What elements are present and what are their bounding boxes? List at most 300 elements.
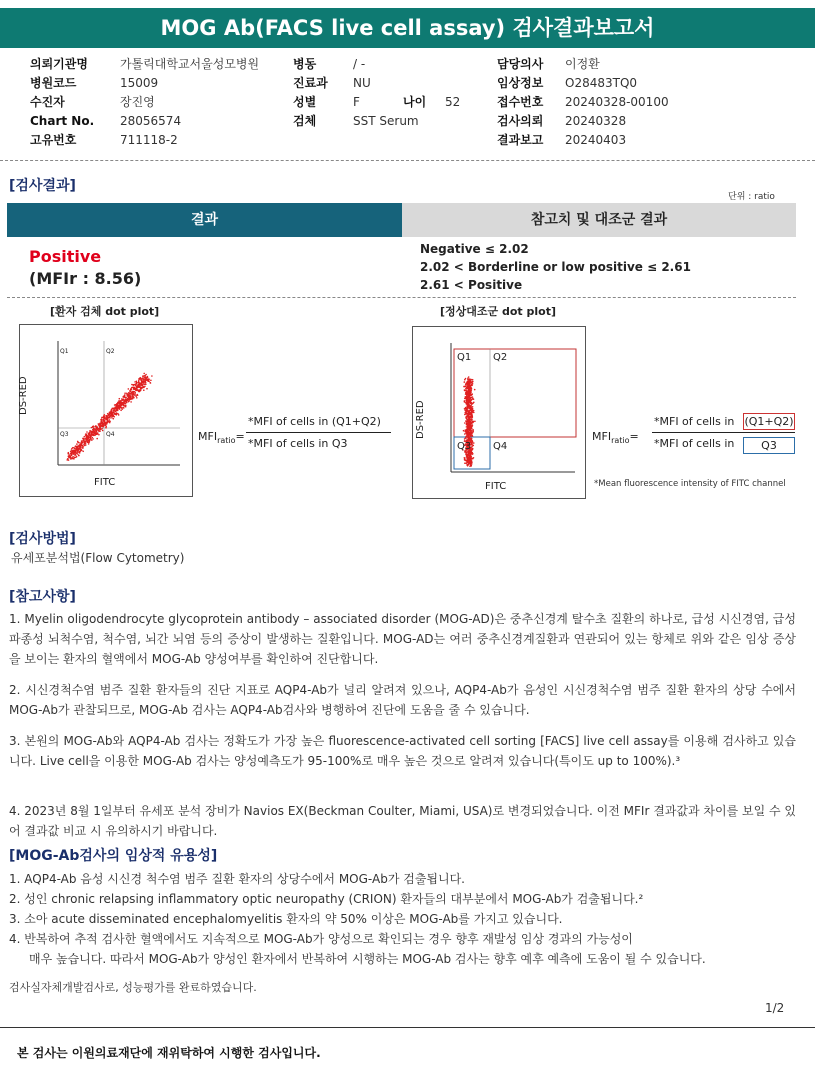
patient-dot xyxy=(88,434,90,436)
control-dot xyxy=(465,462,467,464)
reference-positive: 2.61 < Positive xyxy=(420,278,523,292)
result-mfir: (MFIr : 8.56) xyxy=(29,269,142,288)
patient-dot xyxy=(105,427,107,429)
patient-dot xyxy=(84,441,86,443)
patient-dot xyxy=(66,459,68,461)
control-dot xyxy=(469,429,471,431)
control-dot xyxy=(468,418,470,420)
control-dot xyxy=(469,386,471,388)
patient-dot xyxy=(108,413,110,415)
patient-dot xyxy=(142,378,144,380)
control-dot xyxy=(466,419,468,421)
control-dot xyxy=(466,454,468,456)
patient-dot xyxy=(87,438,89,440)
patient-dot xyxy=(116,403,118,405)
patient-plot-svg xyxy=(20,325,192,496)
control-dot xyxy=(467,422,469,424)
control-dot xyxy=(464,381,466,383)
patient-dot xyxy=(88,442,90,444)
patient-dot xyxy=(110,414,112,416)
patient-dot xyxy=(119,398,121,400)
info-divider xyxy=(0,160,815,161)
patient-dot xyxy=(134,391,136,393)
control-q3-label: Q3 xyxy=(457,441,472,452)
patient-dot xyxy=(93,430,95,432)
patient-dot xyxy=(135,383,137,385)
control-dot xyxy=(468,416,470,418)
patient-dot xyxy=(101,417,103,419)
control-dot xyxy=(472,402,474,404)
note-1: 1. Myelin oligodendrocyte glycoprotein antibody – associated disorder (MOG-AD)은 중추신경계 탈수초 질환의 하나로, 급성 시신경염, 급성파종성 뇌척수염, 척수염, 뇌간 뇌염 등의 증상이 발생하는 질환입니다. MOG-AD는 여러 중추신경계질환과 연관되어 있는 항체로 위와 같은 임상 증상을 보이는 환자의 혈액에서 MOG-Ab 양성여부를 확인하여 진단합니다. xyxy=(9,612,796,666)
result-column-header: 결과 xyxy=(7,203,402,237)
control-dot xyxy=(472,424,474,426)
patient-dot xyxy=(142,376,144,378)
patient-eq: = xyxy=(235,430,245,443)
patient-dot xyxy=(102,426,104,428)
patient-dot xyxy=(121,400,123,402)
patient-dot xyxy=(86,435,88,437)
patient-dot xyxy=(113,418,115,420)
unique-no-label: 고유번호 xyxy=(30,133,77,147)
patient-dot xyxy=(91,439,93,441)
ward-value: / - xyxy=(353,57,366,71)
dept-label: 진료과 xyxy=(293,76,328,90)
control-denominator-text: *MFI of cells in xyxy=(654,437,735,450)
control-plot-svg xyxy=(413,327,585,498)
patient-dot xyxy=(101,421,103,423)
patient-dot xyxy=(86,431,88,433)
control-dot xyxy=(464,414,466,416)
patient-dot xyxy=(144,379,146,381)
mfi-footnote: *Mean fluorescence intensity of FITC channel xyxy=(594,479,786,489)
control-eq: = xyxy=(629,430,639,443)
patient-q2-label: Q2 xyxy=(106,348,115,355)
control-dot xyxy=(467,434,469,436)
patient-dot xyxy=(106,419,108,421)
patient-dot xyxy=(127,399,129,401)
patient-dot xyxy=(84,436,86,438)
patient-dot xyxy=(111,409,113,411)
patient-dot xyxy=(76,448,78,450)
patient-dot xyxy=(102,423,104,425)
patient-dot xyxy=(143,389,145,391)
patient-dot xyxy=(83,440,85,442)
control-q2-label: Q2 xyxy=(493,352,508,363)
patient-dot xyxy=(136,394,138,396)
control-dot xyxy=(466,436,468,438)
control-dot xyxy=(467,397,469,399)
patient-dot xyxy=(82,438,84,440)
control-dot xyxy=(464,379,466,381)
control-dot xyxy=(470,458,472,460)
patient-dot xyxy=(92,426,94,428)
control-dot xyxy=(467,465,469,467)
patient-dot xyxy=(73,452,75,454)
doctor-label: 담당의사 xyxy=(497,57,544,71)
patient-dot xyxy=(140,385,142,387)
unit-label: 단위 : ratio xyxy=(728,192,775,202)
control-q1q2-gate xyxy=(454,349,576,437)
control-dot xyxy=(470,408,472,410)
patient-dot xyxy=(120,400,122,402)
receipt-value: 20240328-00100 xyxy=(565,95,669,109)
notes-title: [참고사항] xyxy=(9,589,76,605)
patient-dot xyxy=(73,447,75,449)
result-status: Positive xyxy=(29,247,102,266)
reference-borderline: 2.02 < Borderline or low positive ≤ 2.61 xyxy=(420,260,691,274)
patient-dot xyxy=(82,451,84,453)
clinical-use-item: 3. 소아 acute disseminated encephalomyelitis 환자의 약 50% 이상은 MOG-Ab를 가지고 있습니다. xyxy=(9,912,563,926)
patient-dot xyxy=(147,376,149,378)
clinical-label: 임상정보 xyxy=(497,76,544,90)
report-title: MOG Ab(FACS live cell assay) 검사결과보고서 xyxy=(0,8,815,48)
patient-dot xyxy=(151,375,153,377)
patient-dot xyxy=(77,447,79,449)
patient-dot xyxy=(89,439,91,441)
patient-dots xyxy=(66,373,152,461)
patient-dot xyxy=(100,423,102,425)
control-dot xyxy=(470,434,472,436)
patient-dot xyxy=(110,412,112,414)
control-dot xyxy=(467,381,469,383)
specimen-label: 검체 xyxy=(293,114,317,128)
patient-dot xyxy=(141,387,143,389)
control-dot xyxy=(465,420,467,422)
control-dot xyxy=(472,379,474,381)
patient-dot xyxy=(121,407,123,409)
patient-dot xyxy=(123,396,125,398)
control-dot xyxy=(470,463,472,465)
control-dot xyxy=(470,398,472,400)
institution-value: 가톨릭대학교서울성모병원 xyxy=(120,57,260,71)
patient-dot xyxy=(78,442,80,444)
patient-dot xyxy=(75,453,77,455)
patient-dot xyxy=(113,416,115,418)
patient-dot-plot xyxy=(19,324,193,497)
patient-dot xyxy=(80,444,82,446)
control-dot xyxy=(467,420,469,422)
patient-dot xyxy=(101,428,103,430)
control-dot xyxy=(467,415,469,417)
control-dot xyxy=(471,413,473,415)
patient-dot xyxy=(104,420,106,422)
control-dot xyxy=(467,436,469,438)
control-dot-plot xyxy=(412,326,586,499)
patient-q3-label: Q3 xyxy=(60,431,69,438)
control-dot xyxy=(468,438,470,440)
control-dot xyxy=(465,430,467,432)
control-dot xyxy=(467,460,469,462)
patient-dot xyxy=(98,423,100,425)
patient-numerator: *MFI of cells in (Q1+Q2) xyxy=(248,415,381,428)
control-dot xyxy=(470,417,472,419)
patient-dot xyxy=(75,446,77,448)
patient-dot xyxy=(70,456,72,458)
control-dot xyxy=(464,422,466,424)
result-divider xyxy=(7,297,796,298)
patient-dot xyxy=(89,430,91,432)
patient-dot xyxy=(133,384,135,386)
control-dots xyxy=(462,376,476,467)
patient-dot xyxy=(135,385,137,387)
patient-dot xyxy=(108,419,110,421)
control-dot xyxy=(463,430,465,432)
control-dot xyxy=(467,431,469,433)
control-dot xyxy=(464,386,466,388)
patient-dot xyxy=(72,458,74,460)
control-dot xyxy=(468,394,470,396)
footer-divider xyxy=(0,1027,815,1028)
recipient-value: 장진영 xyxy=(120,95,155,109)
control-dot xyxy=(468,387,470,389)
patient-dot xyxy=(114,410,116,412)
patient-dot xyxy=(124,392,126,394)
control-dot xyxy=(469,406,471,408)
control-dot xyxy=(465,437,467,439)
chart-no-value: 28056574 xyxy=(120,114,182,128)
clinical-use-item: 2. 성인 chronic relapsing inflammatory optic neuropathy (CRION) 환자들의 대부분에서 MOG-Ab가 검출됩니다.² xyxy=(9,892,644,906)
patient-dot xyxy=(84,445,86,447)
patient-dot xyxy=(133,388,135,390)
control-dot xyxy=(468,429,470,431)
control-dot xyxy=(466,416,468,418)
hospital-code-value: 15009 xyxy=(120,76,159,90)
chart-no-label: Chart No. xyxy=(30,114,95,128)
control-dot xyxy=(469,422,471,424)
patient-dot xyxy=(120,402,122,404)
patient-dot xyxy=(71,453,73,455)
control-x-label: FITC xyxy=(485,481,507,492)
patient-dot xyxy=(128,396,130,398)
clinical-use-item: 매우 높습니다. 따라서 MOG-Ab가 양성인 환자에서 반복하여 시행하는 MOG-Ab 검사는 향후 예후 예측에 도움이 될 수 있습니다. xyxy=(29,952,706,966)
patient-dot xyxy=(105,426,107,428)
patient-dot xyxy=(141,381,143,383)
patient-dot xyxy=(136,395,138,397)
control-dot xyxy=(469,399,471,401)
specimen-value: SST Serum xyxy=(353,114,419,128)
patient-dot xyxy=(134,393,136,395)
patient-dot xyxy=(82,440,84,442)
ward-label: 병동 xyxy=(293,57,317,71)
patient-dot xyxy=(125,399,127,401)
control-dot xyxy=(465,460,467,462)
patient-dot xyxy=(98,430,100,432)
patient-dot xyxy=(95,429,97,431)
patient-dot xyxy=(86,440,88,442)
control-dot xyxy=(471,444,473,446)
patient-dot xyxy=(140,389,142,391)
patient-dot xyxy=(78,454,80,456)
control-q4-label: Q4 xyxy=(493,441,508,452)
patient-dot xyxy=(117,410,119,412)
patient-dot xyxy=(81,450,83,452)
info-col-3 xyxy=(497,55,669,150)
patient-dot xyxy=(90,438,92,440)
control-dot xyxy=(465,411,467,413)
patient-dot xyxy=(138,384,140,386)
control-dot xyxy=(466,383,468,385)
patient-dot xyxy=(74,457,76,459)
patient-dot xyxy=(96,434,98,436)
patient-dot xyxy=(131,398,133,400)
control-dot xyxy=(471,418,473,420)
patient-dot xyxy=(128,392,130,394)
control-dot xyxy=(464,433,466,435)
patient-dot xyxy=(136,397,138,399)
control-dot xyxy=(472,435,474,437)
control-mfi-sub: ratio xyxy=(611,436,630,446)
patient-dot xyxy=(135,389,137,391)
patient-dot xyxy=(82,446,84,448)
patient-y-label: DS-RED xyxy=(18,376,29,415)
patient-dot xyxy=(148,380,150,382)
control-dot xyxy=(474,389,476,391)
patient-dot xyxy=(106,416,108,418)
clinical-use-list xyxy=(9,869,799,969)
control-dot xyxy=(472,431,474,433)
control-denominator-box: Q3 xyxy=(743,437,795,454)
institution-label: 의뢰기관명 xyxy=(30,57,88,71)
control-dot xyxy=(469,423,471,425)
doctor-value: 이정환 xyxy=(565,57,600,71)
control-dot xyxy=(471,389,473,391)
patient-dot xyxy=(104,417,106,419)
clinical-use-item: 1. AQP4-Ab 음성 시신경 척수염 범주 질환 환자의 상당수에서 MOG-Ab가 검출됩니다. xyxy=(9,872,465,886)
patient-dot xyxy=(141,383,143,385)
request-date-label: 검사의뢰 xyxy=(497,114,544,128)
patient-dot xyxy=(77,453,79,455)
patient-dot xyxy=(70,451,72,453)
control-dot xyxy=(466,404,468,406)
page-number: 1/2 xyxy=(765,1001,785,1015)
control-dot xyxy=(466,452,468,454)
age-value: 52 xyxy=(445,95,461,109)
patient-dot xyxy=(97,429,99,431)
control-dot xyxy=(473,410,475,412)
unique-no-value: 711118-2 xyxy=(120,133,178,147)
patient-dot xyxy=(67,453,69,455)
control-dot xyxy=(466,405,468,407)
patient-dot xyxy=(137,389,139,391)
control-formula-lhs xyxy=(592,430,639,445)
reference-column-header: 참고치 및 대조군 결과 xyxy=(402,203,796,237)
patient-dot xyxy=(130,401,132,403)
control-dot xyxy=(470,379,472,381)
patient-fraction-bar xyxy=(246,432,391,433)
patient-dot xyxy=(130,390,132,392)
patient-dot xyxy=(98,434,100,436)
control-dot xyxy=(464,400,466,402)
patient-dot xyxy=(71,448,73,450)
reference-ranges xyxy=(420,240,691,294)
patient-dot xyxy=(112,407,114,409)
patient-dot xyxy=(122,407,124,409)
patient-dot xyxy=(92,437,94,439)
patient-dot xyxy=(71,455,73,457)
patient-dot xyxy=(96,431,98,433)
patient-dot xyxy=(96,438,98,440)
patient-dot xyxy=(132,394,134,396)
patient-dot xyxy=(139,391,141,393)
patient-dot xyxy=(130,389,132,391)
patient-dot xyxy=(131,384,133,386)
control-dot xyxy=(471,458,473,460)
patient-dot xyxy=(143,387,145,389)
control-dot xyxy=(466,433,468,435)
hospital-code-label: 병원코드 xyxy=(30,76,77,90)
patient-dot xyxy=(112,412,114,414)
patient-dot xyxy=(115,409,117,411)
patient-dot xyxy=(113,415,115,417)
patient-dot xyxy=(138,379,140,381)
patient-dot xyxy=(145,381,147,383)
patient-dot xyxy=(146,388,148,390)
control-dot xyxy=(472,406,474,408)
control-numerator-text: *MFI of cells in xyxy=(654,415,735,428)
patient-dot xyxy=(118,400,120,402)
request-date-value: 20240328 xyxy=(565,114,627,128)
patient-dot xyxy=(119,404,121,406)
control-dot xyxy=(472,429,474,431)
control-dot xyxy=(464,398,466,400)
control-dot xyxy=(473,412,475,414)
control-fraction-bar xyxy=(652,432,795,433)
patient-mfi-sub: ratio xyxy=(217,436,236,446)
patient-dot xyxy=(132,395,134,397)
control-dot xyxy=(470,464,472,466)
patient-dot xyxy=(143,373,145,375)
patient-x-label: FITC xyxy=(94,477,116,488)
control-dot xyxy=(466,408,468,410)
validation-note: 검사실자체개발검사로, 성능평가를 완료하였습니다. xyxy=(9,981,257,994)
control-dot xyxy=(471,394,473,396)
patient-dot xyxy=(93,432,95,434)
patient-q4-label: Q4 xyxy=(106,431,115,438)
patient-dot xyxy=(104,422,106,424)
control-dot xyxy=(473,442,475,444)
patient-dot xyxy=(124,394,126,396)
control-dot xyxy=(470,432,472,434)
patient-dot xyxy=(108,421,110,423)
patient-dot xyxy=(136,382,138,384)
clinical-use-title: [MOG-Ab검사의 임상적 유용성] xyxy=(9,848,218,864)
clinical-use-item: 4. 반복하여 추적 검사한 혈액에서도 지속적으로 MOG-Ab가 양성으로 확인되는 경우 향후 재발성 임상 경과의 가능성이 xyxy=(9,932,633,946)
control-dot xyxy=(467,379,469,381)
patient-dot xyxy=(76,443,78,445)
patient-dot xyxy=(131,387,133,389)
patient-dot xyxy=(118,407,120,409)
control-dot xyxy=(470,438,472,440)
patient-dot xyxy=(140,377,142,379)
patient-dot xyxy=(127,393,129,395)
patient-formula-lhs xyxy=(198,430,245,445)
control-dot xyxy=(469,425,471,427)
clinical-value: O28483TQ0 xyxy=(565,76,638,90)
control-dot xyxy=(468,376,470,378)
patient-dot xyxy=(109,422,111,424)
patient-dot xyxy=(99,428,101,430)
control-mfi-text: MFI xyxy=(592,430,612,443)
control-dot xyxy=(467,462,469,464)
patient-dot xyxy=(128,388,130,390)
reference-negative: Negative ≤ 2.02 xyxy=(420,242,529,256)
patient-dot xyxy=(102,430,104,432)
patient-dot xyxy=(109,417,111,419)
patient-dot xyxy=(103,419,105,421)
info-col-1 xyxy=(30,55,259,150)
age-label: 나이 xyxy=(403,95,427,109)
patient-dot xyxy=(116,413,118,415)
